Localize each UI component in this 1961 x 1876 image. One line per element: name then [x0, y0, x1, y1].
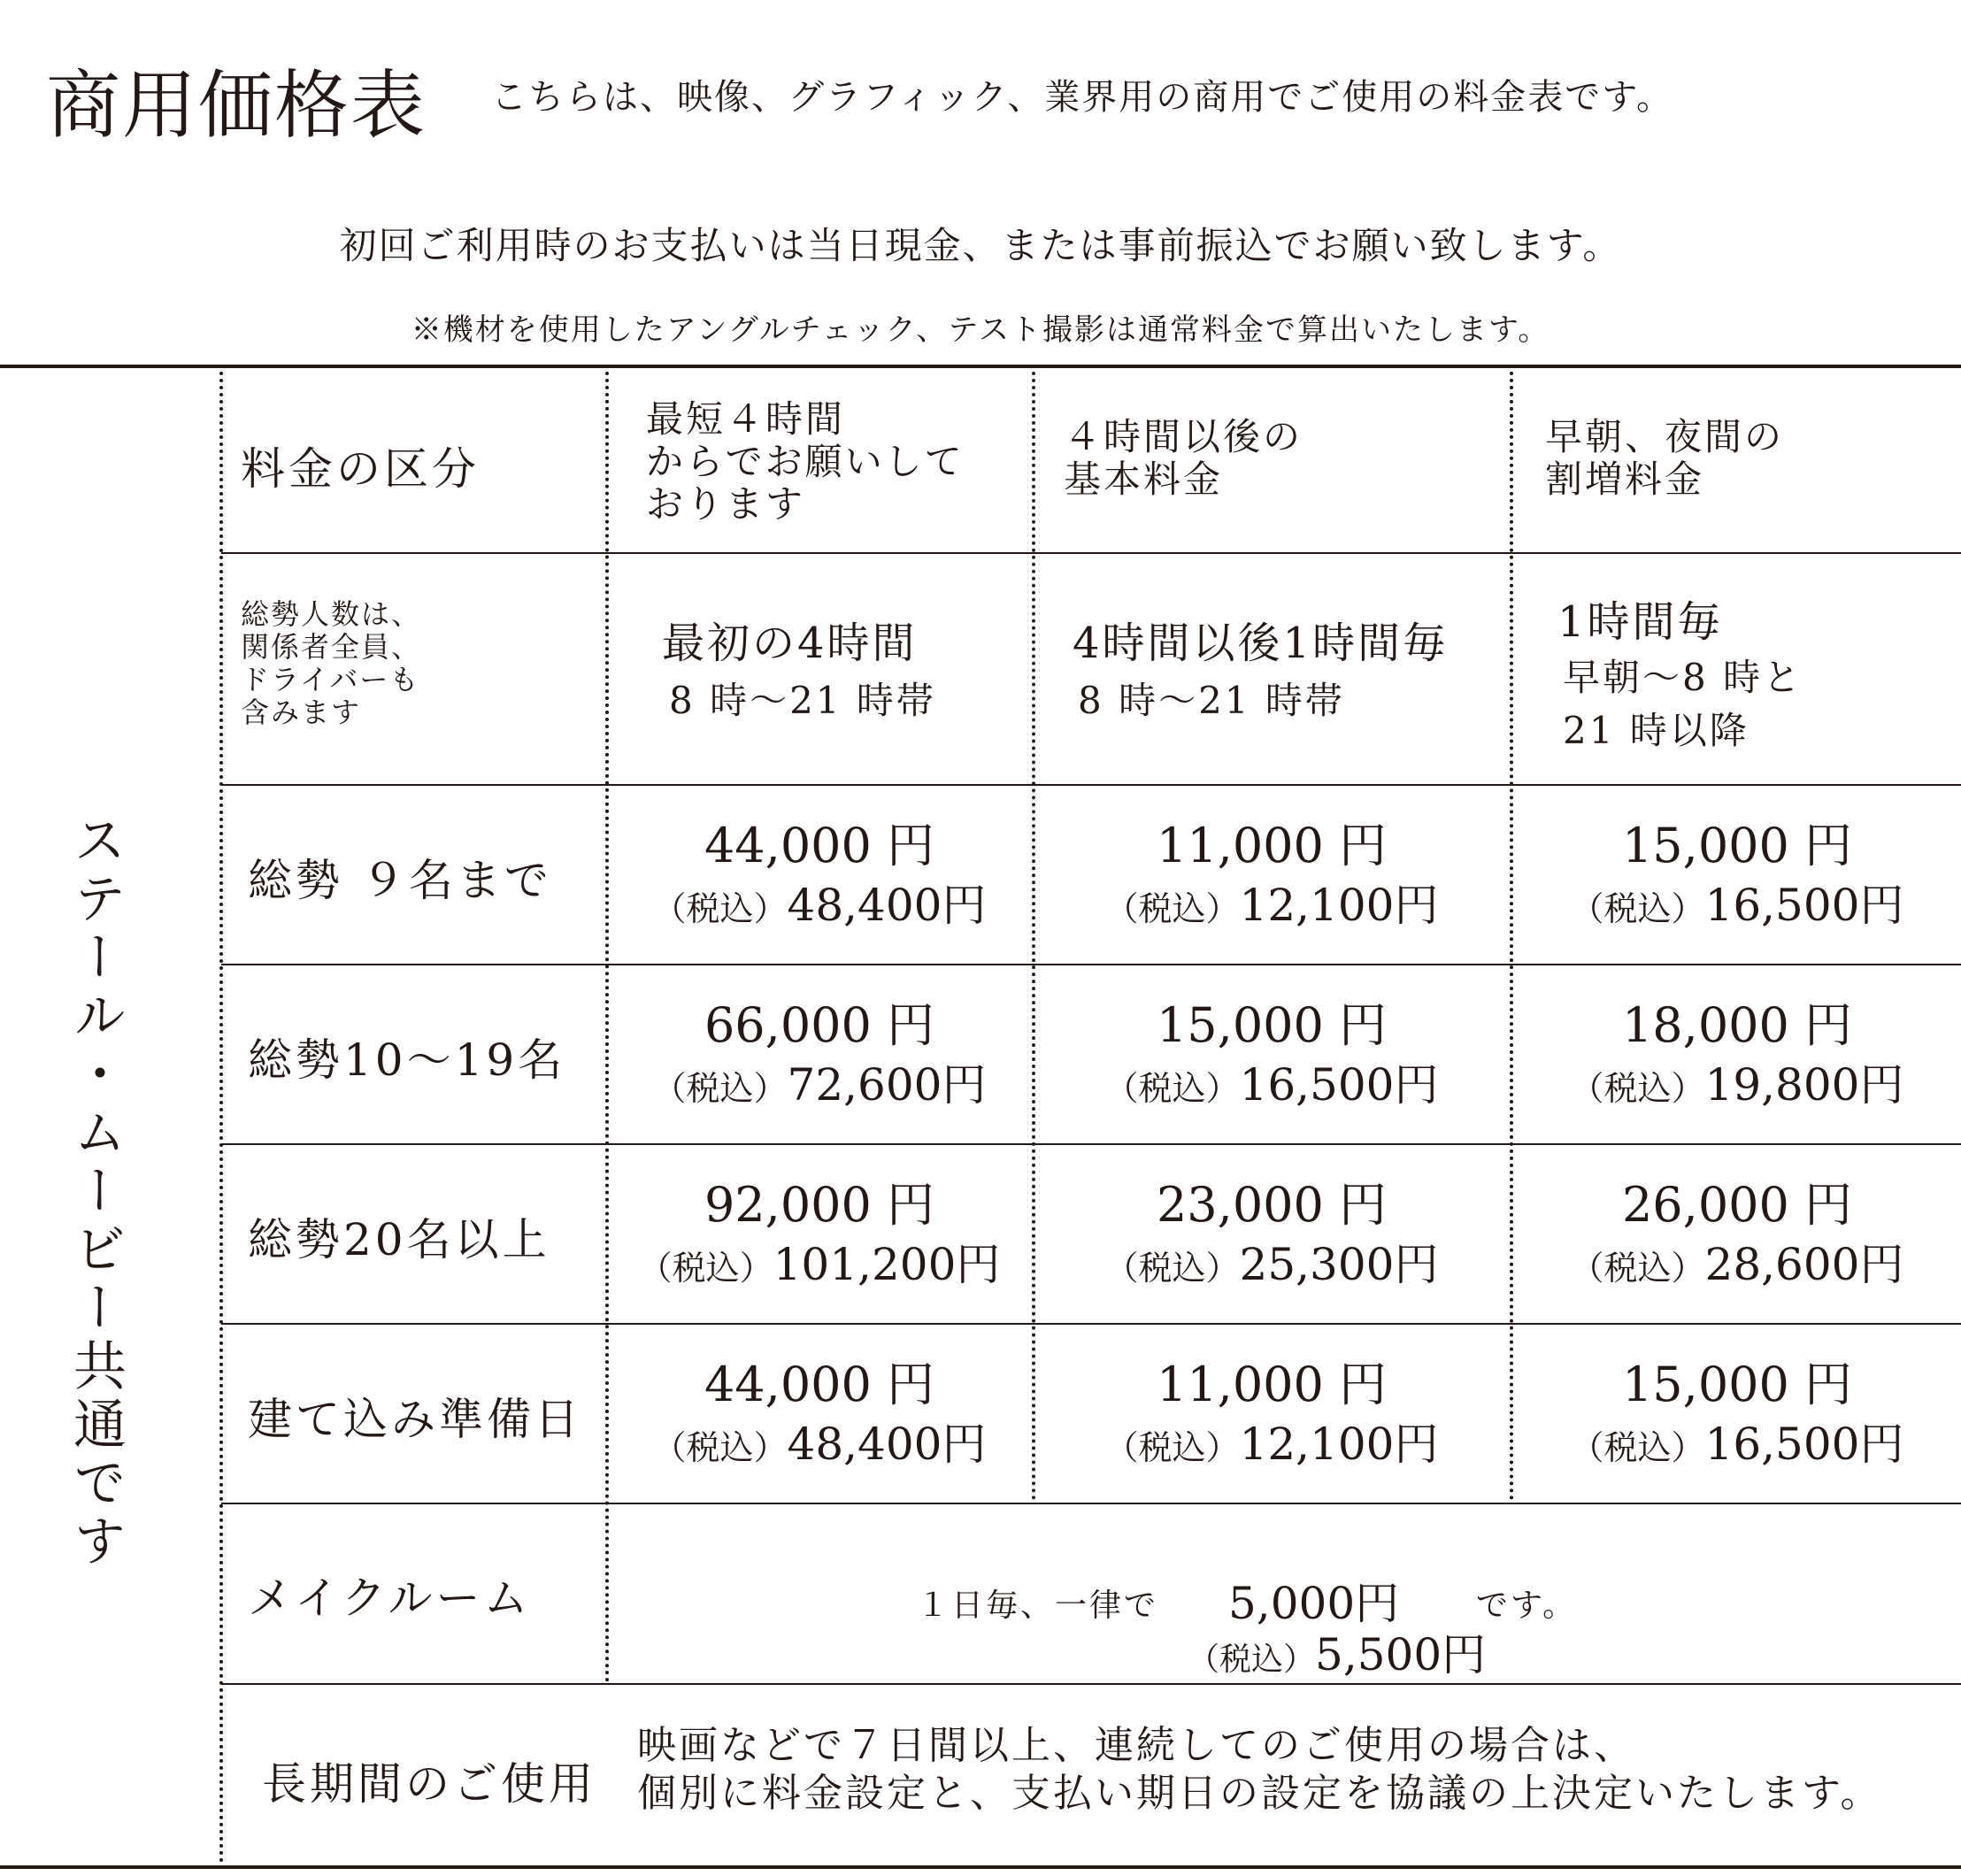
col1-time: 最初の4時間 8 時～21 時帯 [662, 619, 936, 722]
headcount-note: 総勢人数は、 関係者全員、 ドライバーも 含みます [241, 597, 422, 729]
row-divider [221, 1503, 1961, 1504]
row-divider [221, 552, 1961, 554]
column-divider [219, 372, 223, 1864]
col2-header: ４時間以後の 基本料金 [1064, 415, 1303, 501]
row-label: 総勢10～19名 [248, 1034, 566, 1086]
makeup-prefix: １日毎、一律で [917, 1588, 1159, 1624]
payment-note: 初回ご利用時のお支払いは当日現金、または事前振込でお願い致します。 [339, 224, 1622, 267]
table-top-border [0, 365, 1961, 368]
row-divider [221, 1143, 1961, 1145]
price-cell: 11,000 円 （税込）12,100円 [1104, 1357, 1439, 1470]
side-label: ステール・ムービー共通です [65, 812, 127, 1572]
price-cell: 23,000 円 （税込）25,300円 [1104, 1177, 1439, 1290]
price-cell: 18,000 円 （税込）19,800円 [1570, 997, 1904, 1111]
makeup-room-label: メイクルーム [248, 1572, 532, 1624]
price-cell: 44,000 円 （税込）48,400円 [652, 818, 987, 931]
col1-header: 最短４時間 からでお願いして おります [646, 397, 965, 526]
row-divider [221, 784, 1961, 786]
price-cell: 26,000 円 （税込）28,600円 [1570, 1177, 1904, 1290]
long-term-label: 長期間のご使用 [262, 1758, 596, 1810]
row-divider [221, 964, 1961, 965]
makeup-price: 5,000円 [1228, 1578, 1400, 1629]
price-cell: 15,000 円 （税込）16,500円 [1570, 818, 1904, 931]
row-label: 総勢 ９名まで [248, 855, 552, 906]
col3-time: 1時間毎 早朝～8 時と 21 時以降 [1557, 597, 1803, 752]
page-subtitle: こちらは、映像、グラフィック、業界用の商用でご使用の料金表です。 [491, 77, 1673, 118]
price-cell: 11,000 円 （税込）12,100円 [1104, 818, 1439, 931]
row-divider [221, 1683, 1961, 1685]
price-cell: 15,000 円 （税込）16,500円 [1104, 997, 1439, 1111]
col2-time: 4時間以後1時間毎 8 時～21 時帯 [1073, 619, 1449, 722]
makeup-tax-price: （税込）5,500円 [1188, 1629, 1487, 1680]
price-cell: 15,000 円 （税込）16,500円 [1570, 1357, 1904, 1470]
price-cell: 92,000 円 （税込）101,200円 [638, 1177, 1001, 1290]
test-shoot-note: ※機材を使用したアングルチェック、テスト撮影は通常料金で算出いたします。 [411, 312, 1550, 348]
price-cell: 66,000 円 （税込）72,600円 [652, 997, 987, 1111]
table-bottom-border [0, 1865, 1961, 1869]
row-label: 建て込み準備日 [248, 1394, 582, 1445]
col3-header: 早朝、夜間の 割増料金 [1545, 415, 1785, 501]
category-header: 料金の区分 [241, 443, 480, 495]
page-title: 商用価格表 [46, 62, 427, 149]
price-cell: 44,000 円 （税込）48,400円 [652, 1357, 987, 1470]
row-label: 総勢20名以上 [248, 1214, 550, 1265]
long-term-description: 映画などで７日間以上、連続してのご使用の場合は、 個別に料金設定と、支払い期日の設定を協議の上決定いたします。 [637, 1723, 1882, 1816]
row-divider [221, 1323, 1961, 1325]
makeup-suffix: です。 [1476, 1588, 1578, 1624]
